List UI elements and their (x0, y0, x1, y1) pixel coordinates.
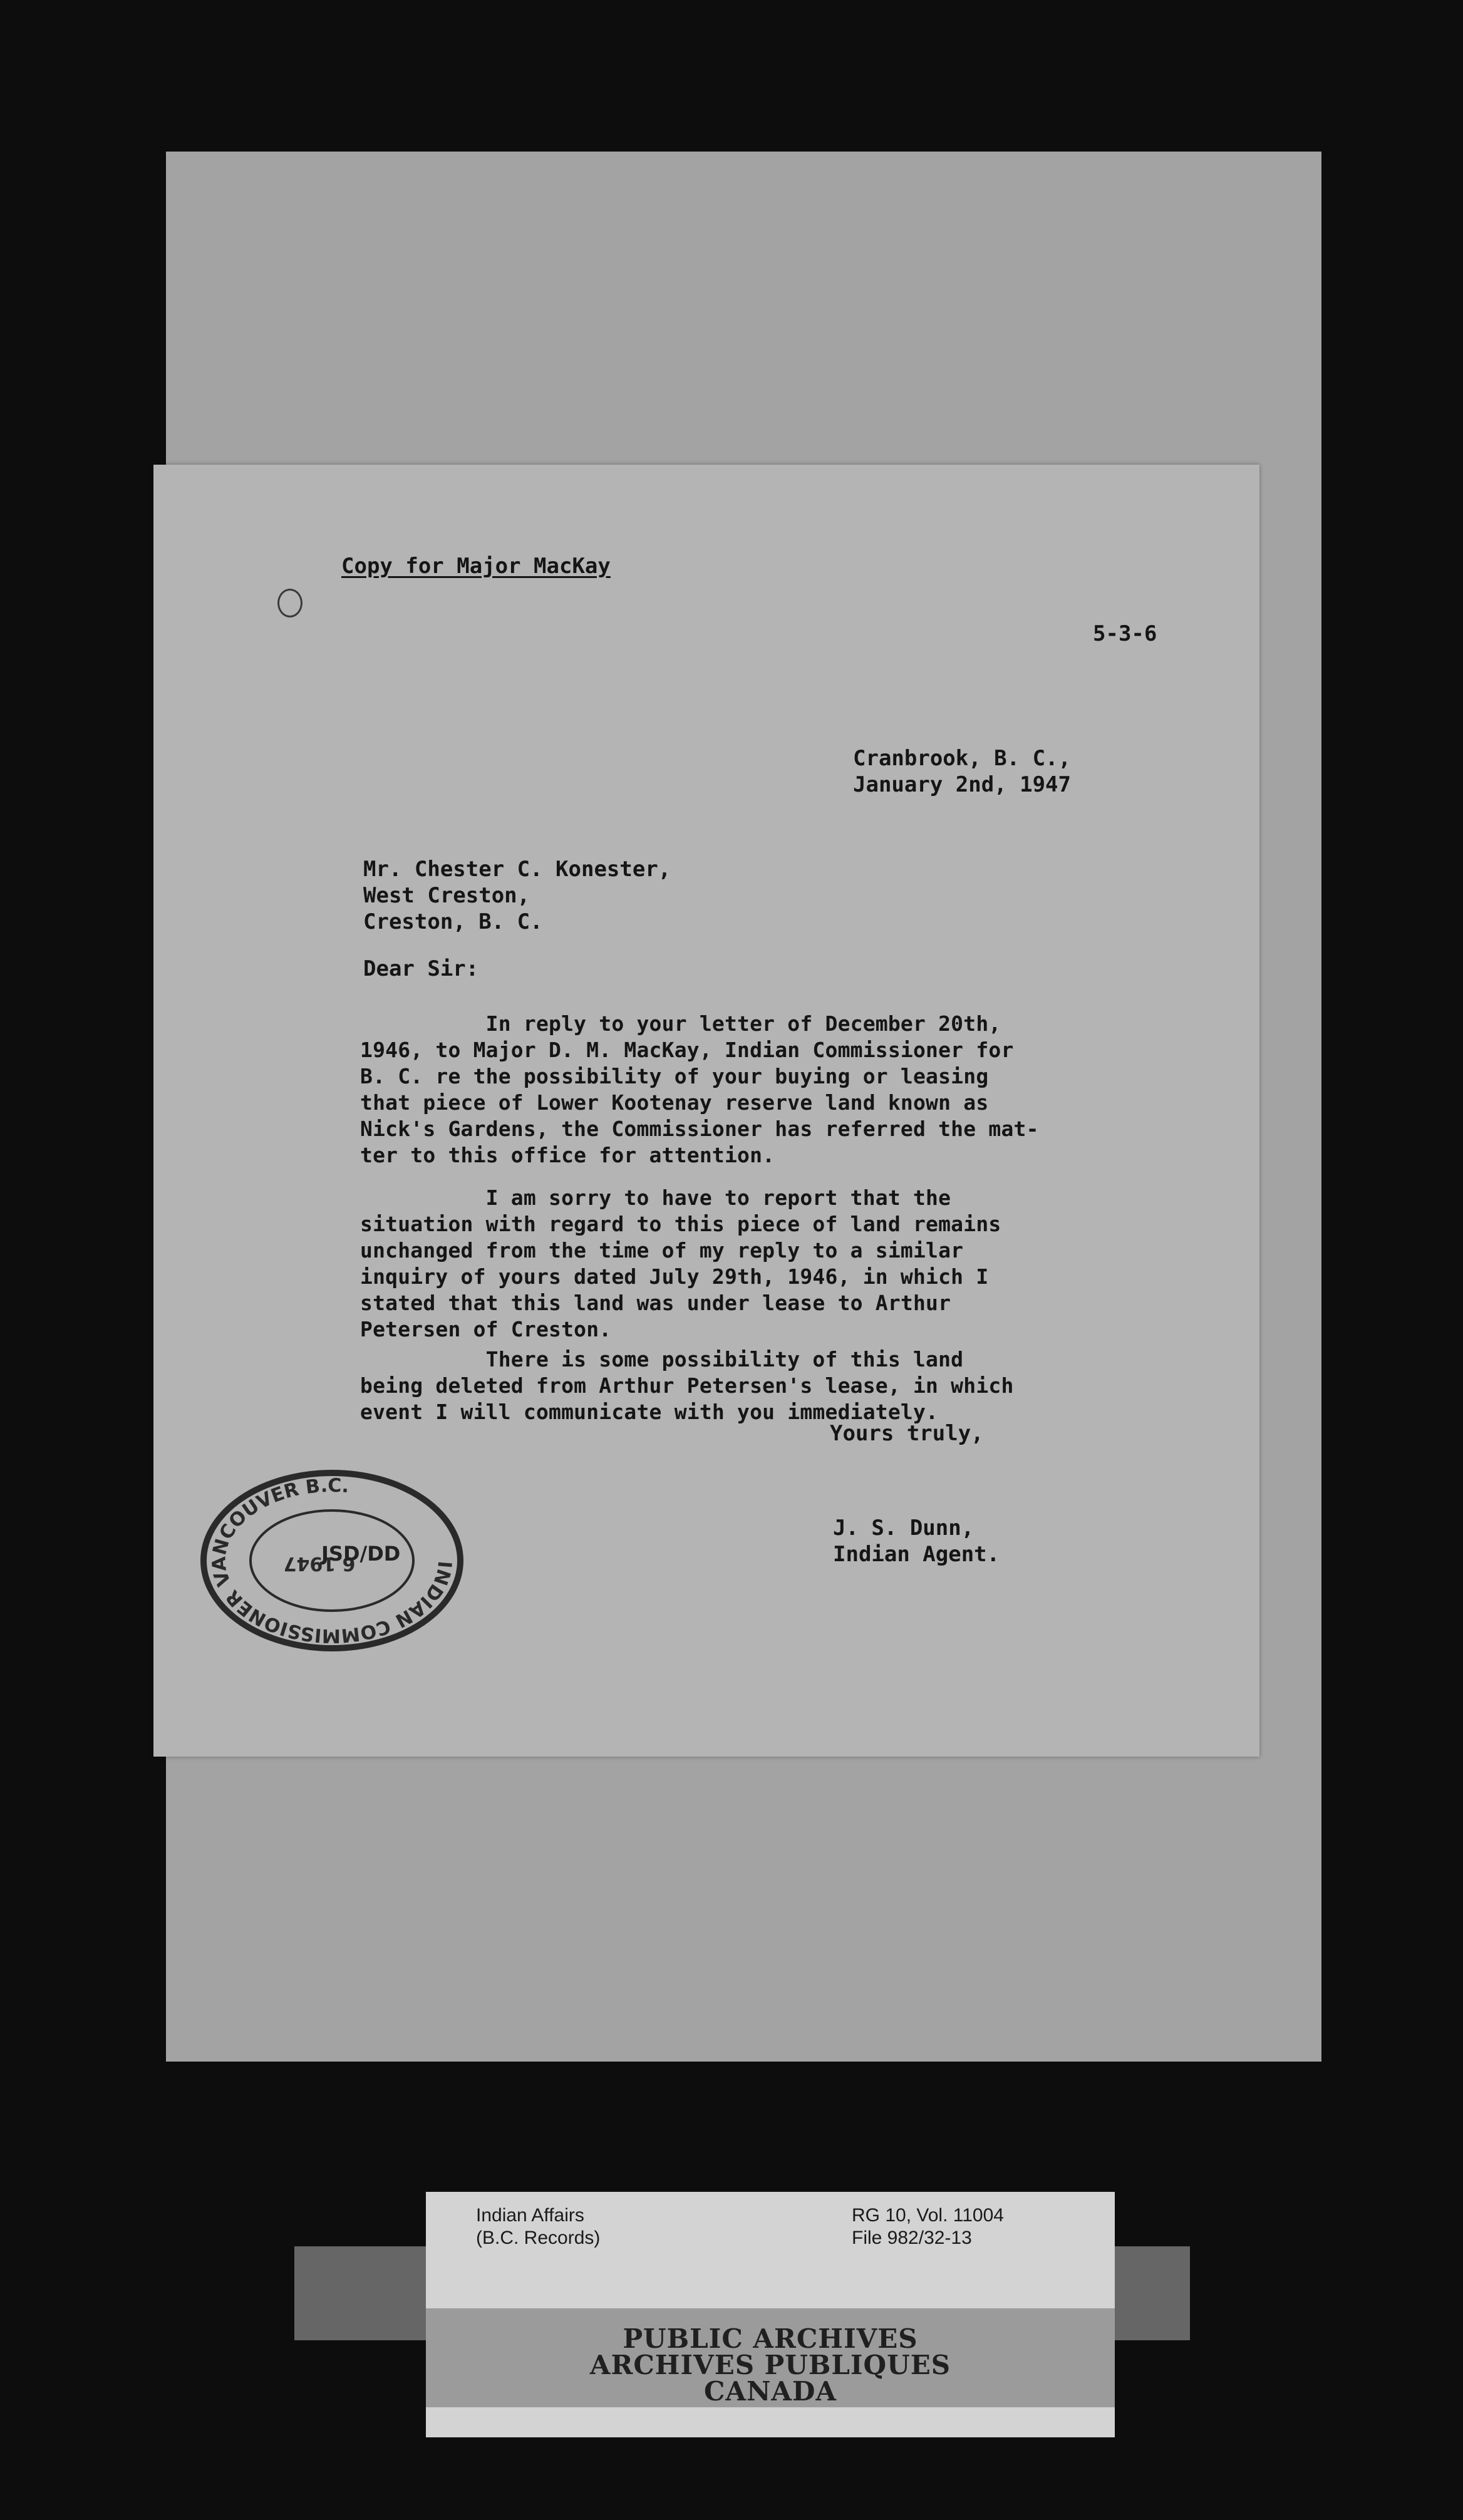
recipient-address (363, 856, 671, 935)
salutation: Dear Sir: (363, 956, 479, 981)
reference-label (852, 2204, 1004, 2249)
reference-line: RG 10, Vol. 11004 (852, 2205, 1004, 2226)
archives-stamp-band (426, 2308, 1115, 2407)
body-paragraph: I am sorry to have to report that the situation with regard to this piece of land remains unchanged from the time of my reply to a similar inquiry of yours dated July 29th, 1946, in which I stated that this land was under lease to Arthur Petersen of Creston. (360, 1185, 1001, 1341)
punch-hole (277, 589, 302, 617)
series-line: Indian Affairs (476, 2205, 584, 2226)
address-line: Mr. Chester C. Konester, (363, 857, 671, 882)
place-line: Cranbrook, B. C., (853, 746, 1071, 771)
signer-title: Indian Agent. (833, 1542, 1000, 1567)
letter-page (153, 465, 1259, 1757)
archives-line: PUBLIC ARCHIVES (623, 2323, 918, 2354)
place-date (853, 745, 1071, 798)
archives-line: ARCHIVES PUBLIQUES (589, 2350, 951, 2380)
signer-name: J. S. Dunn, (833, 1516, 974, 1541)
series-line: (B.C. Records) (476, 2228, 601, 2248)
address-line: West Creston, (363, 883, 530, 908)
body-paragraph: In reply to your letter of December 20th, 1946, to Major D. M. MacKay, Indian Commissioner for B. C. re the possibility of your buying or leasing that piece of Lower Kootenay reserve land known as Nick's Gardens, the Commissioner has referred the mat- ter to this office for attention. (360, 1011, 1039, 1167)
signature-block (833, 1515, 1000, 1567)
archives-line: CANADA (703, 2376, 837, 2407)
reference-line: File 982/32-13 (852, 2228, 972, 2248)
stamp-initials: JSD/DD (321, 1542, 401, 1566)
body-paragraph: There is some possibility of this land being deleted from Arthur Petersen's lease, in which event I will communicate with you immediately. (360, 1347, 1014, 1424)
mount-tab-right (1115, 2246, 1190, 2340)
mount-tab-left (294, 2246, 429, 2340)
stamp-date: 6 1947 (283, 1552, 356, 1574)
address-line: Creston, B. C. (363, 909, 543, 934)
date-line: January 2nd, 1947 (853, 772, 1071, 797)
stamp-ring-text: INDIAN COMMISSIONER VANCOUVER B.C. (208, 1474, 456, 1647)
closing: Yours truly, (830, 1421, 984, 1446)
series-label (476, 2204, 600, 2249)
file-reference: 5-3-6 (1093, 621, 1157, 646)
archives-stamp (426, 2323, 1115, 2407)
copy-note: Copy for Major MacKay (341, 554, 611, 579)
